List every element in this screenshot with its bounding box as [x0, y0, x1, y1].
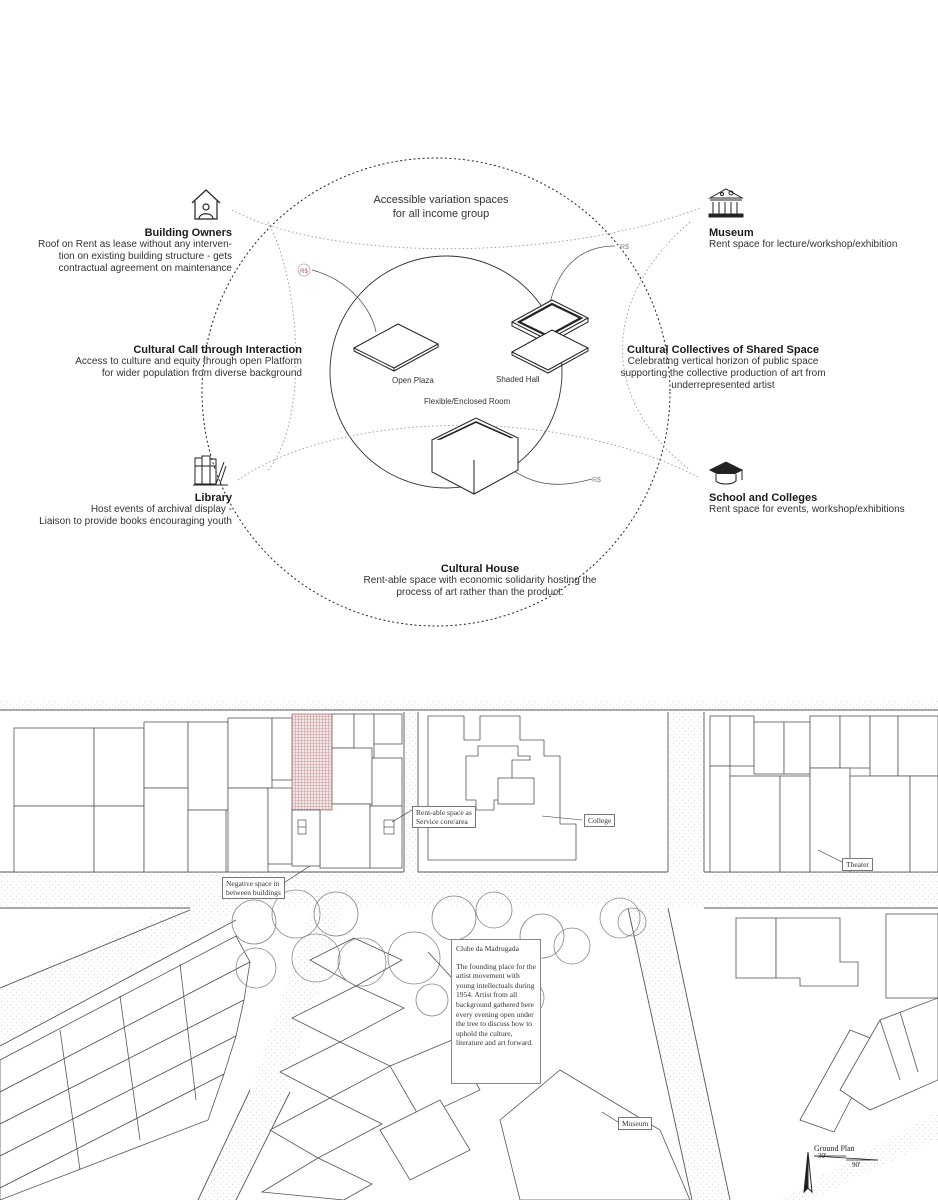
- library-title: Library: [194, 492, 232, 504]
- negative-space-alley: [292, 810, 320, 866]
- graduation-cap-icon: [710, 462, 742, 484]
- college-tag: College: [584, 814, 615, 827]
- ground-plan-label: Ground Plan: [814, 1144, 855, 1153]
- open-plaza-label: Open Plaza: [392, 376, 434, 385]
- clube-title: Clube da Madrugada: [456, 944, 519, 953]
- cultural-house-block: Cultural House Rent-able space with economic solidarity hosting the process of art rather than the product.: [330, 563, 630, 599]
- currency-mark: R$: [592, 477, 601, 484]
- scale-label-90: 90': [852, 1161, 861, 1169]
- schools-title: School and Colleges: [709, 492, 818, 504]
- north-arrow-icon: [804, 1152, 812, 1192]
- negative-space-tag: Negative space in between buildings: [222, 877, 285, 899]
- theater-tag: Theater: [842, 858, 873, 871]
- buildings-lower-right: [736, 914, 938, 1132]
- cultural-collectives-block: Cultural Collectives of Shared Space Celebrating vertical horizon of public space supporting the collective production of art from underrepresented artist: [598, 344, 848, 392]
- house-person-icon: [192, 190, 220, 219]
- college-building: [428, 716, 576, 860]
- currency-mark: R$: [620, 244, 629, 251]
- library-books-icon: [193, 456, 228, 485]
- buildings-top-left: [14, 714, 402, 872]
- outer-dashed-circle: [202, 158, 670, 626]
- shaded-hall-label: Shaded Hall: [496, 375, 540, 384]
- museum-building-icon: [709, 189, 743, 217]
- cultural-call-title: Cultural Call through Interaction: [133, 344, 302, 356]
- rentable-tag: Rent-able space as Service core/area: [412, 806, 476, 828]
- cultural-collectives-title: Cultural Collectives of Shared Space: [627, 344, 819, 356]
- library-block: Library Host events of archival display - Liaison to provide books encouraging youth: [10, 492, 232, 528]
- clube-description: The founding place for the artist movement with young intellectuals during 1954. Artist from all background gathered here every evening open under the tree to discuss how to uphold the culture, literature and art forward.: [456, 961, 536, 1048]
- cultural-house-title: Cultural House: [440, 563, 520, 575]
- center-title: Accessible variation spaces for all income group: [373, 194, 509, 220]
- clube-da-madrugada-note: [451, 939, 541, 1084]
- flexible-room-label: Flexible/Enclosed Room: [424, 397, 511, 406]
- open-plaza-slab: [354, 324, 438, 371]
- building-owners-title: Building Owners: [144, 227, 232, 239]
- scale-label-30: 30': [818, 1152, 827, 1160]
- schools-block: School and Colleges Rent space for events, workshop/exhibitions: [709, 492, 934, 516]
- museum-block: Museum Rent space for lecture/workshop/exhibition: [709, 227, 934, 251]
- rentable-roof-strip: [292, 714, 332, 810]
- shaded-hall: [512, 300, 588, 373]
- building-owners-block: Building Owners Roof on Rent as lease without any interven- tion on existing building structure - gets contractual agreement on maintenance: [10, 227, 232, 275]
- currency-mark: R$: [300, 269, 308, 275]
- museum-tag: Museum: [618, 1117, 652, 1130]
- cultural-call-block: Cultural Call through Interaction Access to culture and equity through open Platform for wider population from diverse background: [30, 344, 302, 380]
- buildings-right: [710, 716, 938, 872]
- museum-title: Museum: [709, 227, 754, 239]
- enclosed-room-box: [432, 418, 518, 494]
